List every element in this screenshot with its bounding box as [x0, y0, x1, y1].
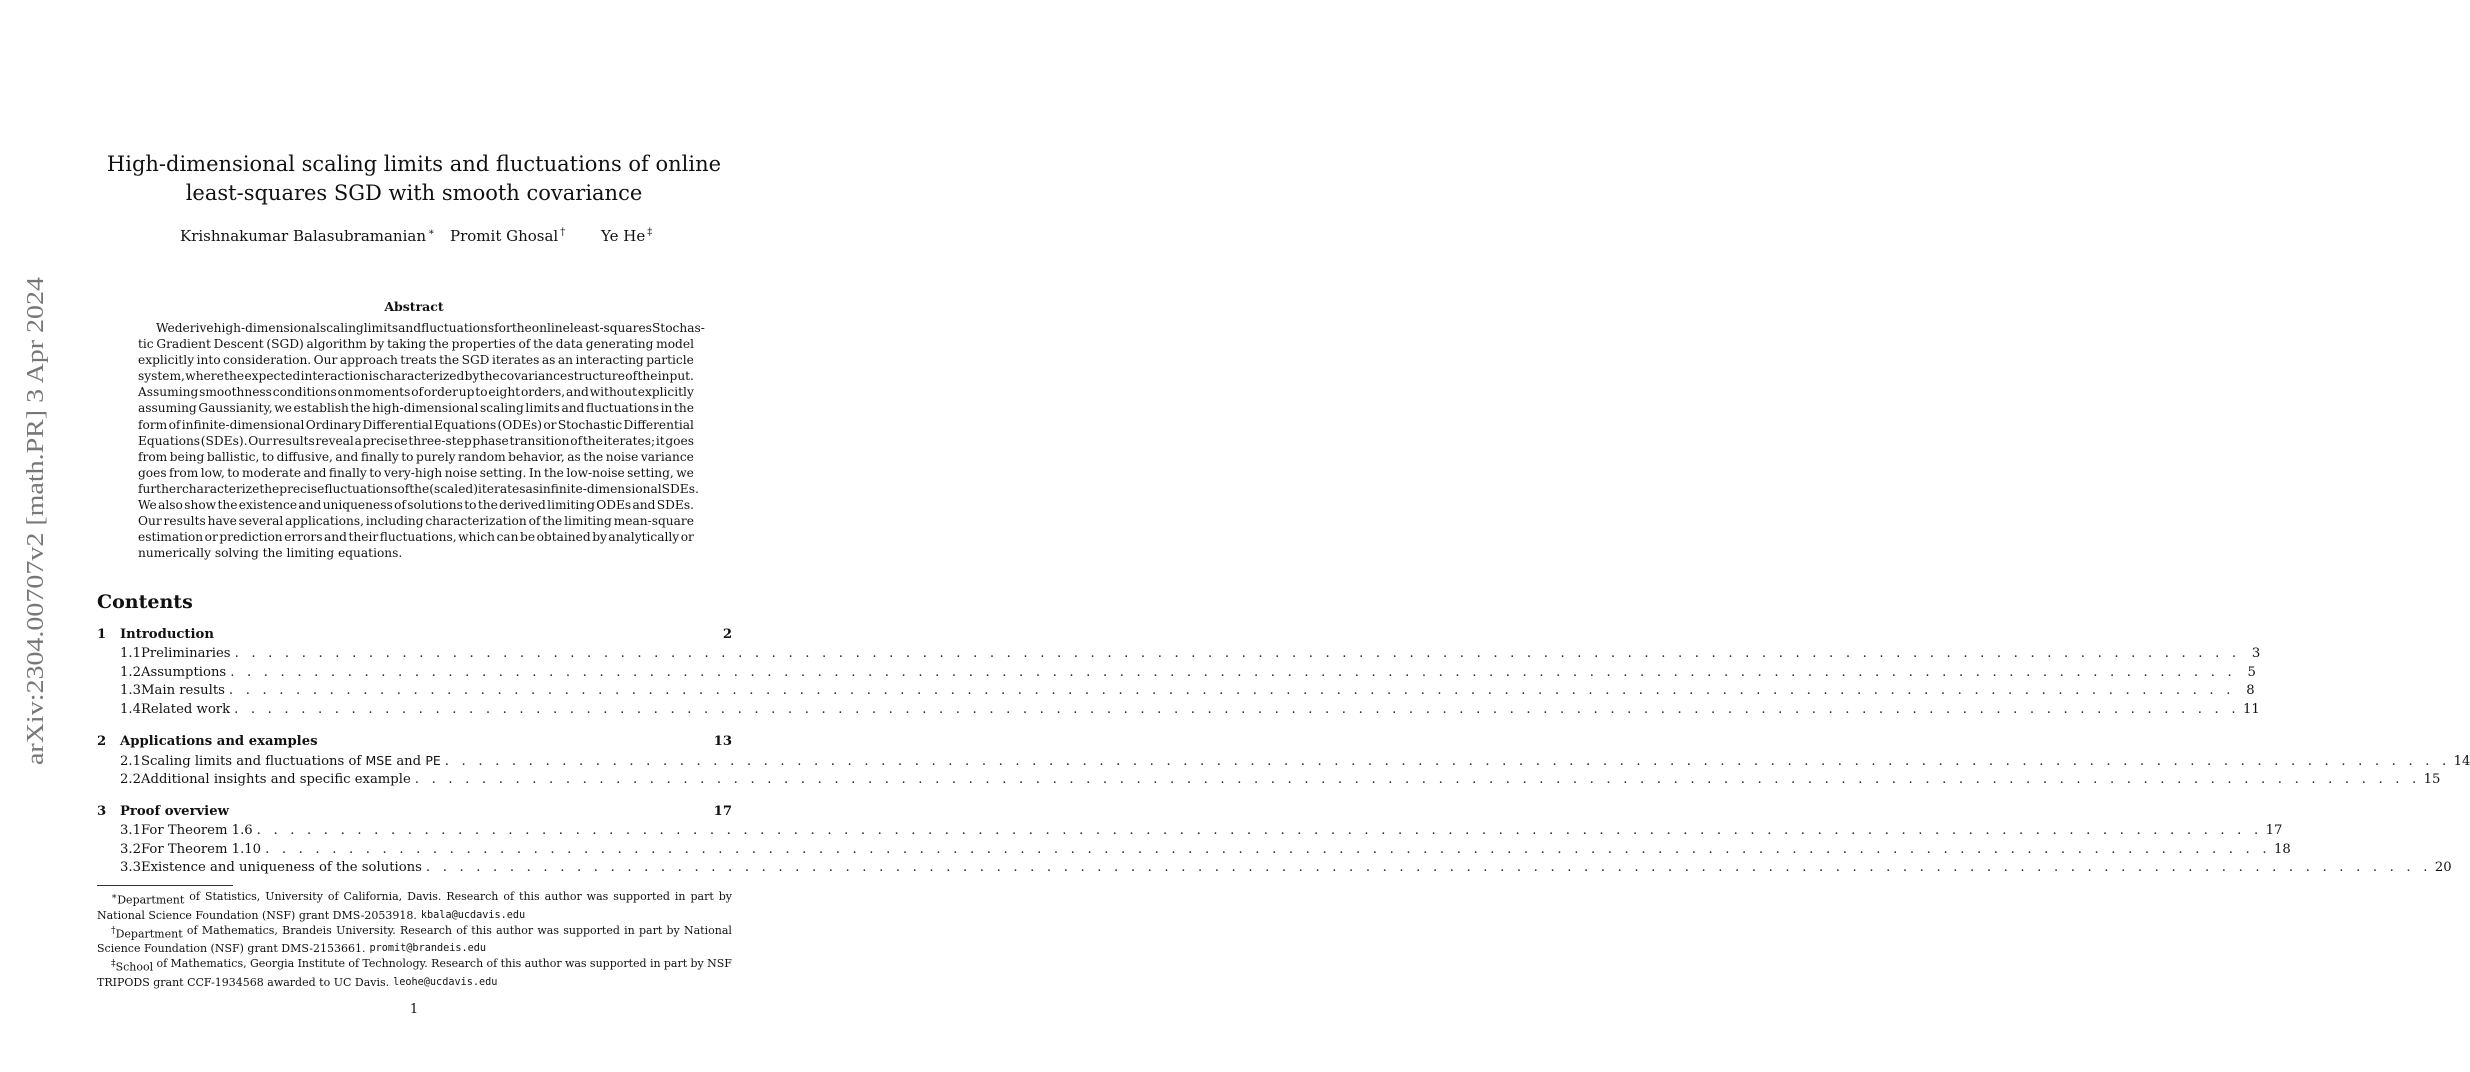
- toc-title: Existence and uniqueness of the solutions: [140, 860, 422, 875]
- toc-page: 20: [2434, 860, 2452, 875]
- arxiv-id: arXiv:2304.00707v2 [math.PR] 3 Apr 2024: [22, 337, 49, 765]
- toc-entry-1-1[interactable]: [97, 646, 2261, 665]
- title-line-2: least-squares SGD with smooth covariance: [185, 181, 643, 205]
- author-mark: †: [560, 227, 566, 238]
- toc-title: For Theorem 1.6: [140, 823, 253, 838]
- toc-leader: . . . . . . . . . . . . . . . . . . . . . . . . . . . . . . . . . . . . . . . . . . . . . . . . . . . . . . . . . . . . . . . . . . . . . . . . . . . . . . . . . . . . . . . . . . . . . . . . . . . . . . . . . . . . . . . . . . . . . . . .: [265, 841, 2271, 857]
- toc-number: 3.2: [120, 841, 141, 857]
- page-number: 1: [409, 1002, 419, 1017]
- footnote-email-link[interactable]: promit@brandeis.edu: [369, 943, 487, 955]
- table-of-contents: [97, 627, 2470, 879]
- toc-page: 18: [2273, 841, 2291, 857]
- toc-leader: . . . . . . . . . . . . . . . . . . . . . . . . . . . . . . . . . . . . . . . . . . . . . . . . . . . . . . . . . . . . . . . . . . . . . . . . . . . . . . . . . . . . . . . . . . . . . . . . . . . . . . . . . . . . . . . . . . . . . . . .: [234, 701, 2240, 717]
- toc-page: 2: [722, 627, 732, 642]
- toc-page: 11: [2242, 701, 2260, 717]
- abstract-line: numerically solving the limiting equations.: [138, 546, 403, 561]
- author-3: [601, 227, 652, 245]
- abstract-line: We derive high-dimensional scaling limits and fluctuations for the online least-squares Stochas-: [156, 321, 705, 335]
- toc-title: Proof overview: [120, 804, 229, 819]
- toc-entry-3-2[interactable]: [97, 841, 2291, 861]
- abstract-body: [138, 320, 705, 561]
- toc-section-3[interactable]: [97, 804, 732, 823]
- footnote-line: [97, 908, 732, 923]
- toc-number: 1.2: [120, 664, 141, 680]
- abstract-heading: Abstract: [384, 299, 444, 314]
- toc-number: 1.1: [120, 646, 141, 661]
- toc-number: 2: [97, 734, 107, 749]
- abstract-line: Assuming smoothness conditions on moments of order up to eight orders, and without explicitly: [138, 385, 694, 400]
- author-list: [0, 227, 828, 249]
- toc-title: Main results: [140, 683, 225, 698]
- toc-title: Introduction: [120, 627, 214, 642]
- footnote-line: [97, 941, 732, 956]
- toc-entry-3-1[interactable]: [97, 823, 2283, 842]
- toc-title-pe: PE: [425, 753, 441, 768]
- author-name: Krishnakumar Balasubramanian: [180, 227, 426, 245]
- toc-entry-1-2[interactable]: [97, 664, 2256, 684]
- abstract-line: explicitly into consideration. Our approach treats the SGD iterates as an interacting particle: [138, 353, 694, 368]
- toc-entry-1-4[interactable]: [97, 701, 2260, 721]
- toc-number: 3: [97, 804, 107, 819]
- toc-title: Additional insights and specific example: [140, 771, 411, 787]
- toc-title-part: and: [392, 754, 426, 769]
- footnote-line: ‡School of Mathematics, Georgia Institute of Technology. Research of this author was supported in part by NSF: [111, 957, 732, 974]
- abstract-line: Our results have several applications, including characterization of the limiting mean-square: [138, 514, 694, 529]
- toc-title: Preliminaries: [140, 646, 231, 661]
- toc-title-part: Scaling limits and fluctuations of: [140, 754, 366, 769]
- title-line-1: High-dimensional scaling limits and fluctuations of online: [106, 152, 722, 176]
- toc-leader: . . . . . . . . . . . . . . . . . . . . . . . . . . . . . . . . . . . . . . . . . . . . . . . . . . . . . . . . . . . . . . . . . . . . . . . . . . . . . . . . . . . . . . . . . . . . . . . . . . . . . . . . . . . . . . . . . . . . . . . .: [256, 823, 2263, 838]
- toc-page: 5: [2247, 664, 2256, 680]
- toc-title: Applications and examples: [120, 734, 318, 749]
- toc-title: Related work: [140, 701, 231, 717]
- abstract-line: form of infinite-dimensional Ordinary Differential Equations (ODEs) or Stochastic Differential: [138, 417, 694, 432]
- footnote-line: †Department of Mathematics, Brandeis University. Research of this author was supported in part by National: [111, 923, 732, 941]
- footnote-2: [97, 923, 732, 957]
- toc-number: 2.2: [120, 771, 141, 787]
- toc-number: 1.4: [120, 701, 141, 717]
- toc-title: Assumptions: [140, 664, 227, 680]
- footnote-rule: [97, 885, 233, 886]
- toc-leader: . . . . . . . . . . . . . . . . . . . . . . . . . . . . . . . . . . . . . . . . . . . . . . . . . . . . . . . . . . . . . . . . . . . . . . . . . . . . . . . . . . . . . . . . . . . . . . . . . . . . . . . . . . . . . . . . . . . . . . . .: [228, 683, 2235, 698]
- toc-number: 1: [97, 627, 107, 642]
- footnote-1: [97, 889, 732, 923]
- abstract-line: estimation or prediction errors and their fluctuations, which can be obtained by analytically or: [138, 530, 694, 545]
- toc-entry-2-1[interactable]: [97, 753, 2470, 772]
- toc-title: For Theorem 1.10: [140, 841, 262, 857]
- toc-page: 3: [2251, 646, 2261, 661]
- author-2: [450, 227, 565, 245]
- abstract-line: Equations (SDEs). Our results reveal a precise three-step phase transition of the iterates; it goes: [138, 433, 694, 448]
- author-mark: ∗: [428, 227, 435, 238]
- toc-section-2[interactable]: [97, 734, 732, 753]
- toc-entry-3-3[interactable]: [97, 860, 2452, 879]
- footnote-line2: TRIPODS grant CCF-1934568 awarded to UC Davis.: [97, 975, 390, 989]
- toc-title: [141, 753, 445, 769]
- toc-page: 17: [713, 804, 732, 819]
- toc-entry-2-2[interactable]: [97, 771, 2441, 791]
- toc-leader: . . . . . . . . . . . . . . . . . . . . . . . . . . . . . . . . . . . . . . . . . . . . . . . . . . . . . . . . . . . . . . . . . . . . . . . . . . . . . . . . . . . . . . . . . . . . . . . . . . . . . . . . . . . . . . . . . . . . . . . .: [444, 754, 2451, 769]
- abstract-line: goes from low, to moderate and finally to very-high noise setting. In the low-noise setting, we: [138, 465, 694, 480]
- footnote-line: ∗Department of Statistics, University of California, Davis. Research of this author was supported in part by: [111, 890, 732, 907]
- toc-leader: . . . . . . . . . . . . . . . . . . . . . . . . . . . . . . . . . . . . . . . . . . . . . . . . . . . . . . . . . . . . . . . . . . . . . . . . . . . . . . . . . . . . . . . . . . . . . . . . . . . . . . . . . . . . . . . . . . . . . . . .: [234, 646, 2241, 661]
- toc-section-1[interactable]: [97, 627, 732, 646]
- abstract-line: from being ballistic, to diffusive, and finally to purely random behavior, as the noise variance: [138, 449, 694, 464]
- toc-number: 1.3: [120, 683, 141, 698]
- toc-page: 8: [2246, 683, 2255, 698]
- toc-leader: . . . . . . . . . . . . . . . . . . . . . . . . . . . . . . . . . . . . . . . . . . . . . . . . . . . . . . . . . . . . . . . . . . . . . . . . . . . . . . . . . . . . . . . . . . . . . . . . . . . . . . . . . . . . . . . . . . . . . . . .: [414, 771, 2421, 787]
- abstract-line: further characterize the precise fluctuations of the (scaled) iterates as infinite-dimensional SDEs.: [138, 481, 699, 496]
- author-name: Ye He: [601, 227, 646, 245]
- footnote-line2: National Science Foundation (NSF) grant DMS-2053918.: [97, 908, 417, 922]
- arxiv-stamp: [13, 275, 51, 765]
- footnote-3: [97, 956, 732, 990]
- footnote-line2: Science Foundation (NSF) grant DMS-2153661.: [97, 942, 366, 956]
- contents-heading: Contents: [97, 591, 193, 613]
- toc-page: 15: [2423, 771, 2441, 787]
- footnote-line: [97, 975, 732, 990]
- toc-entry-1-3[interactable]: [97, 683, 2255, 702]
- toc-page: 13: [713, 734, 732, 749]
- author-1: [180, 227, 435, 245]
- abstract-line: assuming Gaussianity, we establish the high-dimensional scaling limits and fluctuations in the: [138, 401, 694, 416]
- footnote-email-link[interactable]: leohe@ucdavis.edu: [393, 976, 498, 988]
- footnote-email-link[interactable]: kbala@ucdavis.edu: [420, 909, 526, 921]
- paper-title: [98, 150, 730, 208]
- author-mark: ‡: [647, 227, 653, 238]
- toc-number: 2.1: [120, 754, 141, 769]
- footnotes: [97, 889, 732, 990]
- abstract-line: system, where the expected interaction is characterized by the covariance structure of the input.: [138, 369, 694, 384]
- toc-page: 14: [2453, 754, 2470, 769]
- toc-number: 3.3: [120, 860, 141, 875]
- toc-leader: . . . . . . . . . . . . . . . . . . . . . . . . . . . . . . . . . . . . . . . . . . . . . . . . . . . . . . . . . . . . . . . . . . . . . . . . . . . . . . . . . . . . . . . . . . . . . . . . . . . . . . . . . . . . . . . . . . . . . . . .: [230, 664, 2236, 680]
- toc-leader: . . . . . . . . . . . . . . . . . . . . . . . . . . . . . . . . . . . . . . . . . . . . . . . . . . . . . . . . . . . . . . . . . . . . . . . . . . . . . . . . . . . . . . . . . . . . . . . . . . . . . . . . . . . . . . . . . . . . . . . .: [425, 860, 2432, 875]
- toc-title-mse: MSE: [365, 753, 393, 768]
- abstract-line: We also show the existence and uniqueness of solutions to the derived limiting ODEs and SDEs.: [138, 498, 694, 513]
- abstract-line: tic Gradient Descent (SGD) algorithm by taking the properties of the data generating model: [138, 337, 694, 352]
- toc-page: 17: [2265, 823, 2283, 838]
- author-name: Promit Ghosal: [450, 227, 559, 245]
- toc-number: 3.1: [120, 823, 141, 838]
